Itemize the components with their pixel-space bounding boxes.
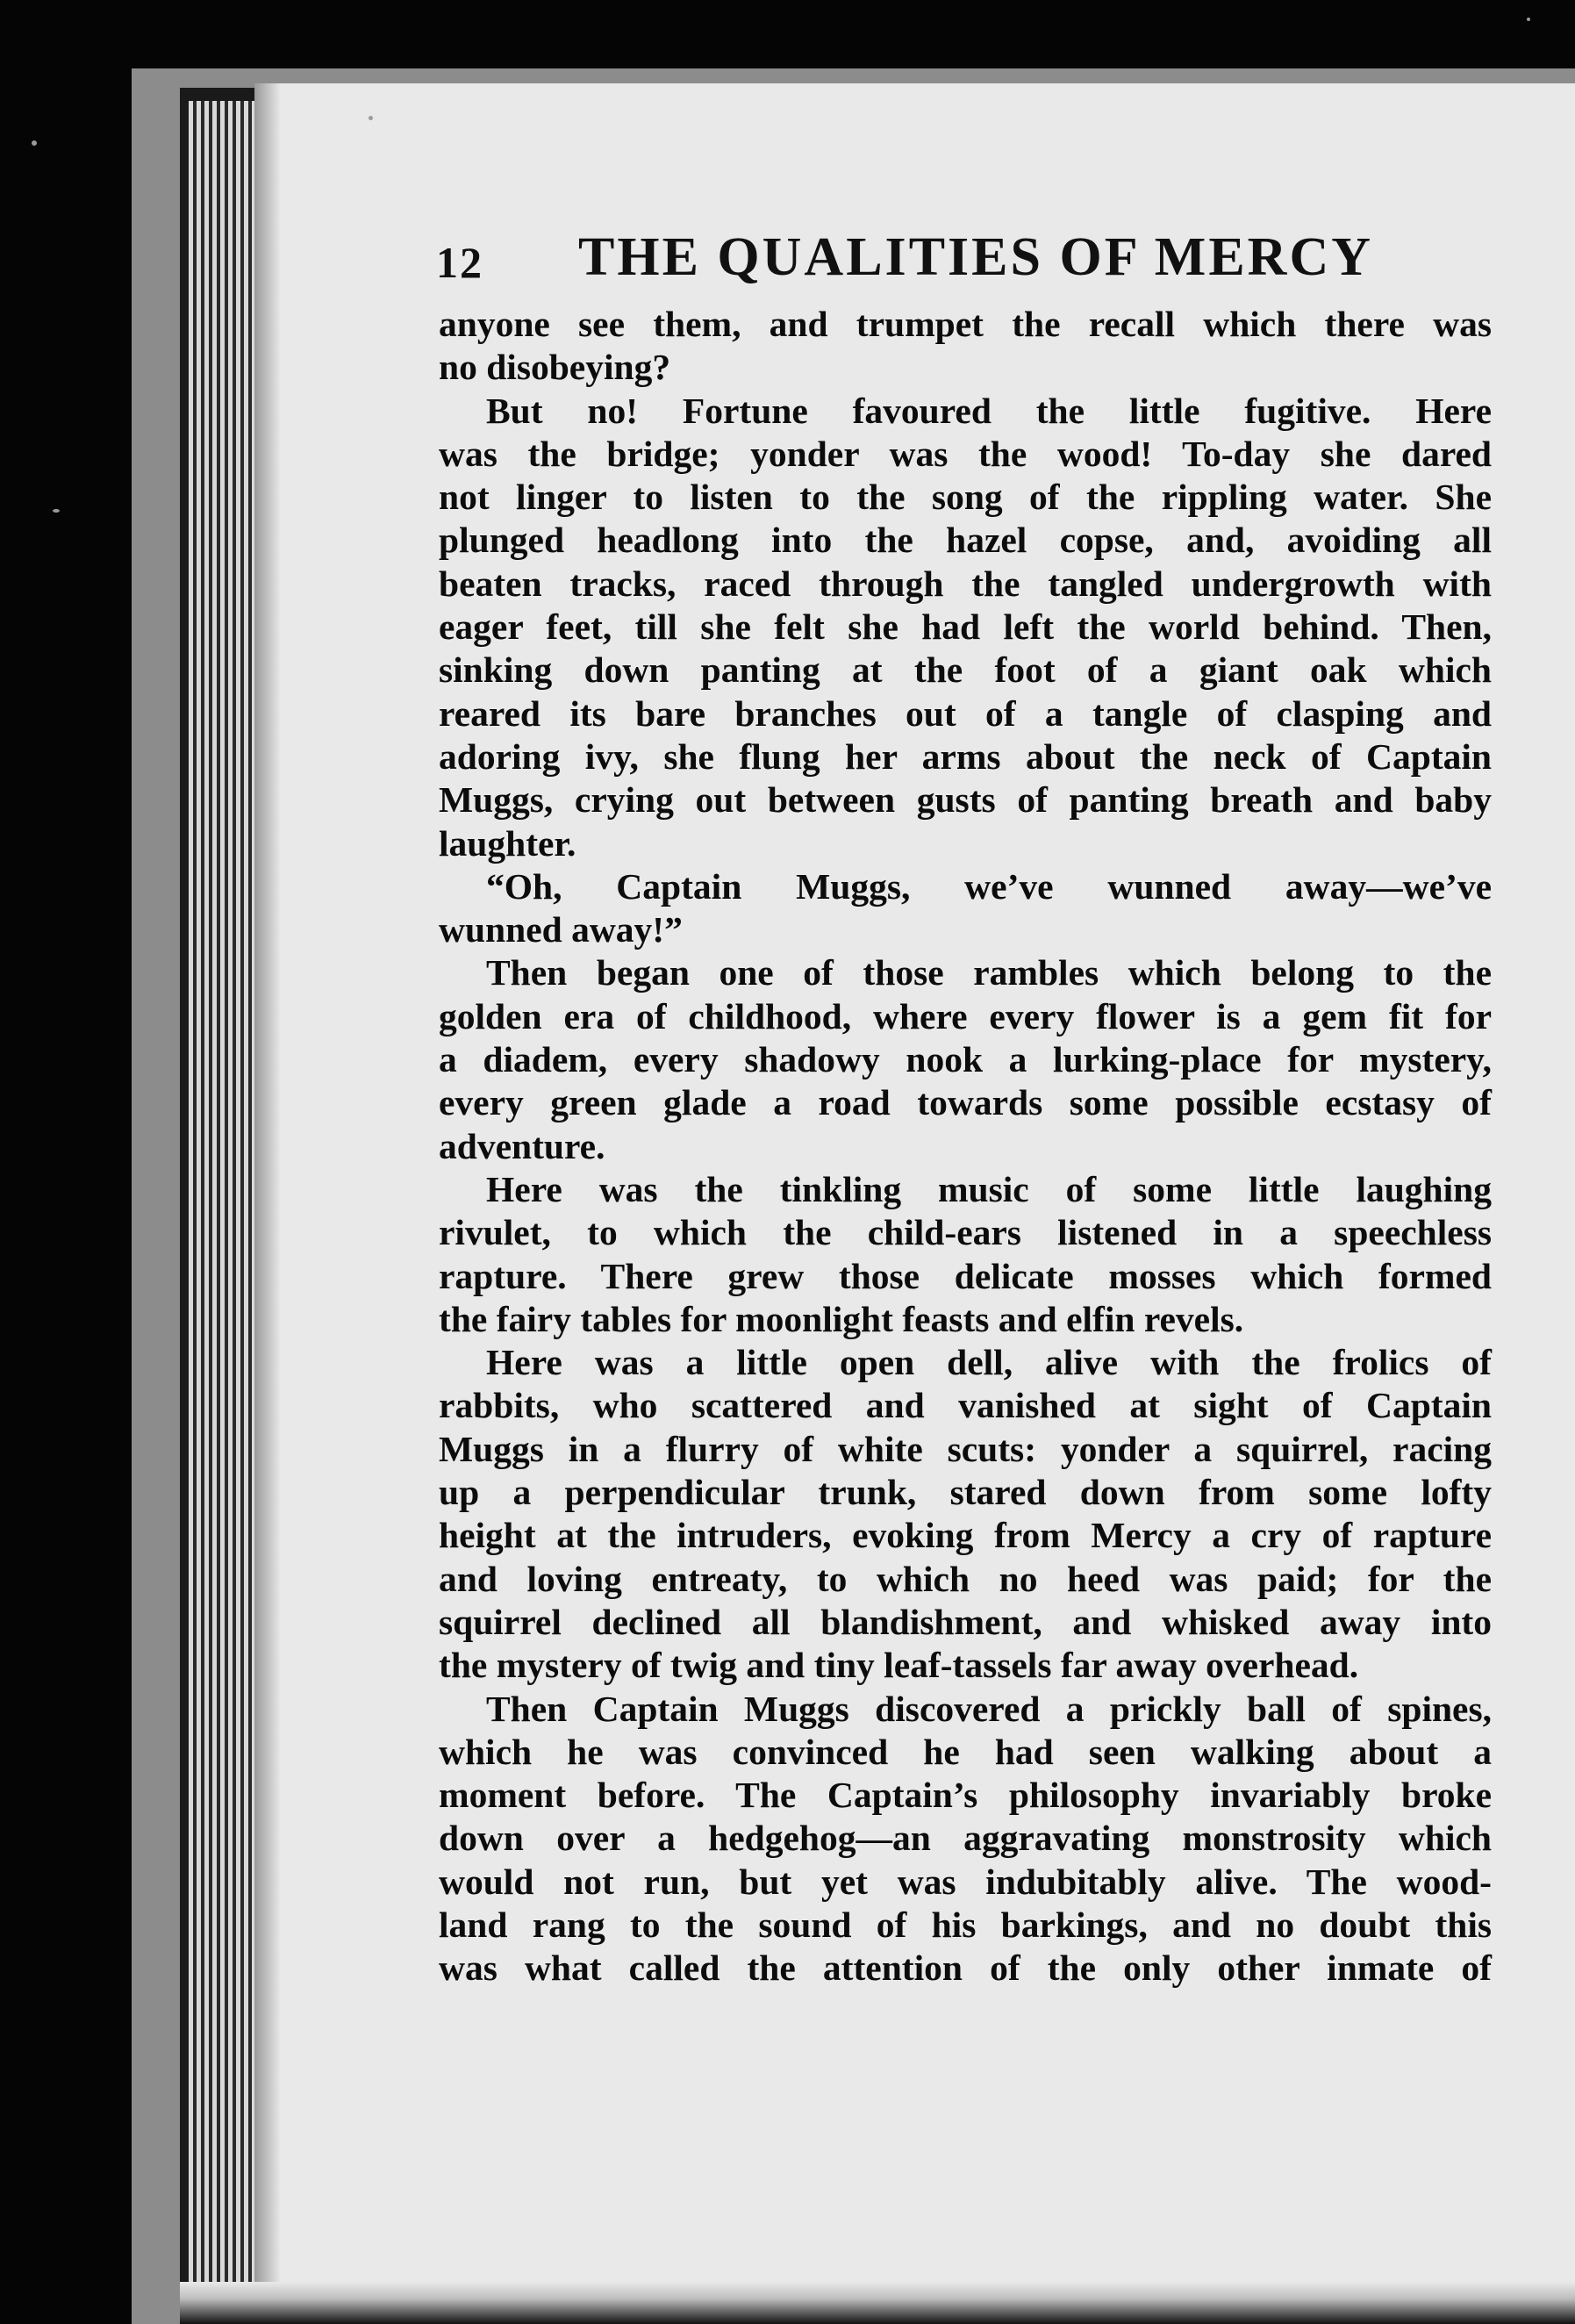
page-gutter-shadow [254,83,281,2324]
text-line: up a perpendicular trunk, stared down from some lofty [439,1472,1492,1513]
text-line: Then Captain Muggs discovered a prickly ball of spines, [486,1688,1492,1729]
page-header [436,226,1489,297]
page-number: 12 [436,238,483,287]
text-line: height at the intruders, evoking from Mercy a cry of rapture [439,1515,1492,1556]
text-line: “Oh, Captain Muggs, we’ve wunned away—we’ve [486,865,1492,907]
text-line: rabbits, who scattered and vanished at sight of Captain [439,1385,1492,1426]
text-line: land rang to the sound of his barkings, and no doubt this [439,1904,1492,1945]
text-line: a diadem, every shadowy nook a lurking-place for mystery, [439,1039,1492,1080]
text-line: plunged headlong into the hazel copse, and, avoiding all [439,520,1492,561]
text-line: adventure. [439,1125,605,1166]
text-line: Then began one of those rambles which belong to the [486,952,1492,993]
text-line: Muggs in a flurry of white scuts: yonder a squirrel, racing [439,1428,1492,1469]
text-line: would not run, but yet was indubitably alive. The wood- [439,1861,1492,1902]
text-line: not linger to listen to the song of the rippling water. She [439,477,1492,518]
text-line: Here was the tinkling music of some little laughing [486,1168,1492,1209]
text-line: rapture. There grew those delicate mosses which formed [439,1255,1492,1296]
text-line: squirrel declined all blandishment, and whisked away into [439,1601,1492,1642]
text-line: every green glade a road towards some possible ecstasy of [439,1082,1492,1123]
page-bottom-edge [180,2282,1575,2324]
running-title: THE QUALITIES OF MERCY [578,227,1373,287]
page-stack-edges [189,101,259,2324]
text-line: Muggs, crying out between gusts of panting breath and baby [439,779,1492,821]
text-line: Here was a little open dell, alive with the frolics of [486,1342,1492,1383]
text-line: which he was convinced he had seen walking about a [439,1731,1492,1772]
text-line: was the bridge; yonder was the wood! To-day she dared [439,433,1492,474]
text-line: laughter. [439,822,576,864]
text-line: anyone see them, and trumpet the recall which there was [439,304,1492,344]
text-line: down over a hedgehog—an aggravating monstrosity which [439,1818,1492,1859]
text-line: golden era of childhood, where every flower is a gem fit for [439,995,1492,1036]
text-line: eager feet, till she felt she had left the world behind. Then, [439,606,1492,648]
text-line: But no! Fortune favoured the little fugitive. Here [486,390,1492,431]
text-line: moment before. The Captain’s philosophy invariably broke [439,1775,1492,1816]
text-line: reared its bare branches out of a tangle of clasping and [439,692,1492,734]
text-line: and loving entreaty, to which no heed was paid; for the [439,1558,1492,1599]
body-text [439,303,1492,1990]
text-line: no disobeying? [439,347,671,388]
text-line: the fairy tables for moonlight feasts and elfin revels. [439,1298,1244,1339]
text-line: adoring ivy, she flung her arms about the neck of Captain [439,735,1492,777]
text-line: beaten tracks, raced through the tangled undergrowth with [439,563,1492,604]
text-line: was what called the attention of the only other inmate of [439,1947,1492,1989]
text-line: rivulet, to which the child-ears listened in a speechless [439,1212,1492,1253]
text-line: sinking down panting at the foot of a giant oak which [439,649,1492,691]
text-line: the mystery of twig and tiny leaf-tassels far away overhead. [439,1645,1359,1686]
text-line: wunned away!” [439,909,683,950]
